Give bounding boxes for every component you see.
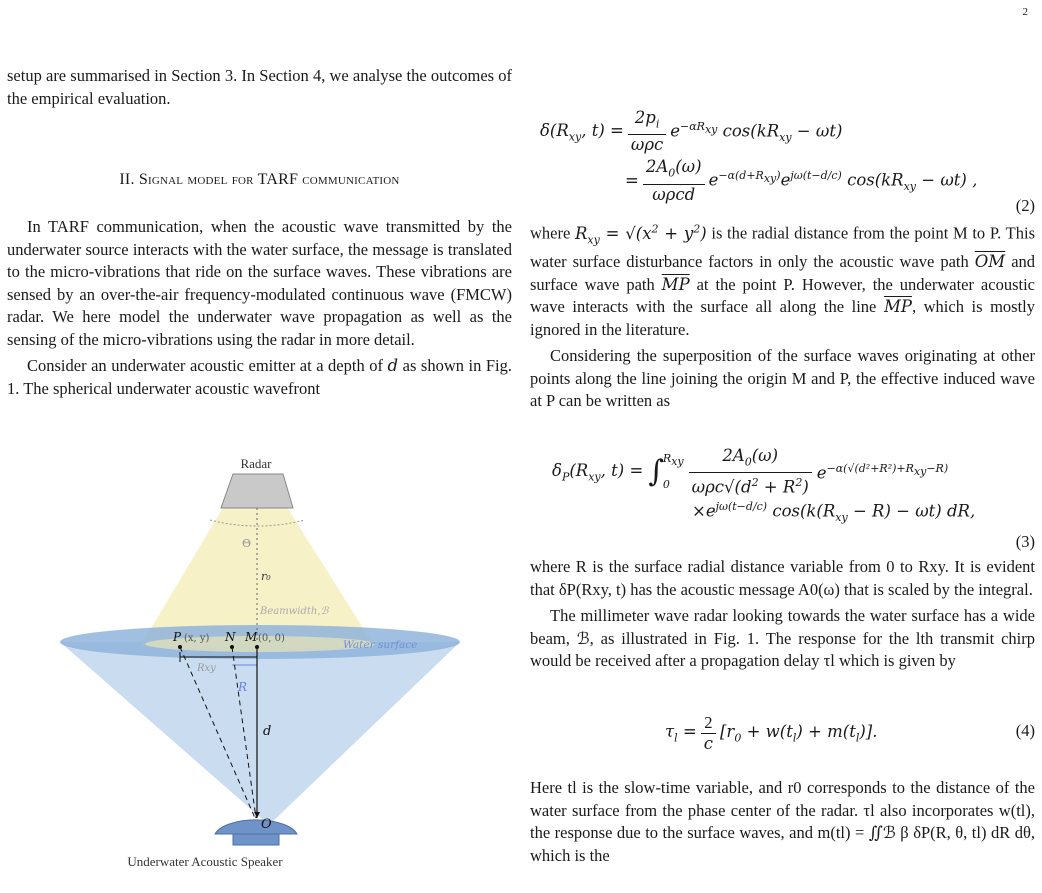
where-text-3: at the point P. However, the underwater acoustic wave interacts with the surface all along the line: [530, 274, 1035, 317]
d-label: d: [263, 724, 272, 739]
mmwave-paragraph: The millimeter wave radar looking towards the water surface has a wide beam, ℬ, as illustrated in Fig. 1. The response for the lth transmit chirp would be received after a propagation delay τl which is given by: [530, 606, 1035, 670]
water-surface-label: Water surface: [343, 639, 418, 651]
rxy-label: Rxy: [197, 663, 216, 674]
eq4-number: (4): [1015, 721, 1035, 740]
equation-2: $\delta(R_{xy}$, t) = $\frac{2p_i}{\text{ωρc}}$ $e^{-\alpha R_{xy}}$ $\cos(kR_{xy} - \omega t)$ = $\frac{2A_0(\omega)}{\text{ωρcd}}$ $e^{-\alpha(d+R_{xy})}e^{j\omega(t-d/c)}$ $\cos(kR_{xy} - \omega t)$ ,: [540, 108, 978, 204]
n-label: N: [225, 630, 236, 644]
o-label: O: [261, 817, 272, 832]
where-text-1: is the radial distance from the point M to P. This water surface disturbance factors in only the acoustic wave path: [530, 223, 1036, 272]
acoustic-cone: [60, 642, 460, 825]
point-m: [255, 645, 259, 649]
here-paragraph: Here tl is the slow-time variable, and r0 corresponds to the distance of the water surface from the phase center of the radar. τl also incorporates w(tl), the response due to the surface waves, and m(tl) = ∬ℬ β δP(R, θ, tl) dR dθ, which is the: [530, 778, 1035, 865]
figure-diagram: [55, 452, 465, 888]
equation-4: $\tau_l$ = $\frac{2}{c}$ $[r_0 + w(t_l) + m(t_l)]$.: [665, 713, 878, 753]
beamwidth-label: Beamwidth,ℬ: [260, 606, 329, 617]
section-number: II.: [119, 171, 135, 188]
page-number: 2: [1022, 6, 1028, 18]
where-r-paragraph: where R is the surface radial distance variable from 0 to Rxy. It is evident that δP(Rxy, t) has the acoustic message A0(ω) that is scaled by the integral.: [530, 557, 1035, 599]
where-text-4: , which is mostly ignored in the literature.: [530, 297, 1035, 339]
p2-text-b: as shown in Fig. 1. The spherical underwater acoustic wavefront: [7, 356, 513, 398]
r-label: R: [238, 680, 248, 694]
intro-paragraph: [7, 65, 512, 110]
section-heading: [7, 171, 512, 189]
speaker-icon: [215, 820, 297, 834]
paragraph-consider: [7, 355, 512, 400]
eq3-number: (3): [1015, 532, 1035, 551]
section-title-b: TARF: [257, 171, 299, 188]
p2-text-a: Consider an underwater acoustic emitter at a depth of: [27, 356, 383, 375]
paragraph-tarf: In TARF communication, when the acoustic wave transmitted by the underwater source interacts with the water surface, the message is translated to the micro-vibrations that ride on the surface waves. These vibrations are sensed by an over-the-air frequency-modulated continuous wave (FMCW) radar. We here model the underwater wave propagation as well as the sensing of the micro-vibrations using the radar in more detail.: [7, 217, 512, 349]
right-body-1: [530, 218, 1035, 413]
right-body-3: [530, 777, 1035, 867]
where-text-2: and surface wave path: [530, 252, 1036, 294]
p-label: P: [173, 630, 182, 644]
p-coords: (x, y): [184, 633, 210, 644]
section-title-a: Signal model for: [138, 171, 254, 188]
m-label: M: [245, 630, 258, 644]
r0-label: r₀: [261, 570, 271, 583]
equation-3: $\delta_P(R_{xy}$, t) = ∫ $R_{xy}$ 0 $\frac{2A_0(\omega)}{\omega\rho c√(d^2 + R^2)}$ $e^{-\alpha(√(d^2+R^2)+R_{xy}-R)}$ $\times e^{j\omega(t-d/c)}$ $\cos(k(R_{xy} - R) - \omega t)$ dR,: [552, 446, 976, 524]
radar-icon: [221, 474, 293, 508]
p2-var-d: d: [387, 356, 399, 375]
m-coords: (0, 0): [258, 633, 285, 644]
where-rxy-paragraph: where $R_{xy} = √(x^2 + y^2)$ is the radial distance from the point M to P. This water surface disturbance factors in only the acoustic wave path $\overline{OM}$ and surface wave path $\overline{MP}$ at the point P. However, the underwater acoustic wave interacts with the surface all along the line $\overline{MP}$, which is mostly ignored in the literature.: [530, 222, 1036, 339]
eq2-number: (2): [1015, 196, 1035, 215]
right-body-2: [530, 556, 1035, 673]
speaker-caption: Underwater Acoustic Speaker: [127, 854, 283, 869]
theta-label: Θ: [242, 537, 252, 550]
speaker-base: [233, 834, 279, 845]
section-title-c: communication: [302, 171, 400, 188]
figure-1: [55, 452, 465, 888]
left-body: [7, 216, 512, 400]
intro-text: setup are summarised in Section 3. In Section 4, we analyse the outcomes of the empirical evaluation.: [7, 66, 512, 108]
radar-label: Radar: [240, 456, 272, 471]
consider-paragraph: Considering the superposition of the surface waves originating at other points along the line joining the origin M and P, the effective induced wave at P can be written as: [530, 346, 1035, 411]
